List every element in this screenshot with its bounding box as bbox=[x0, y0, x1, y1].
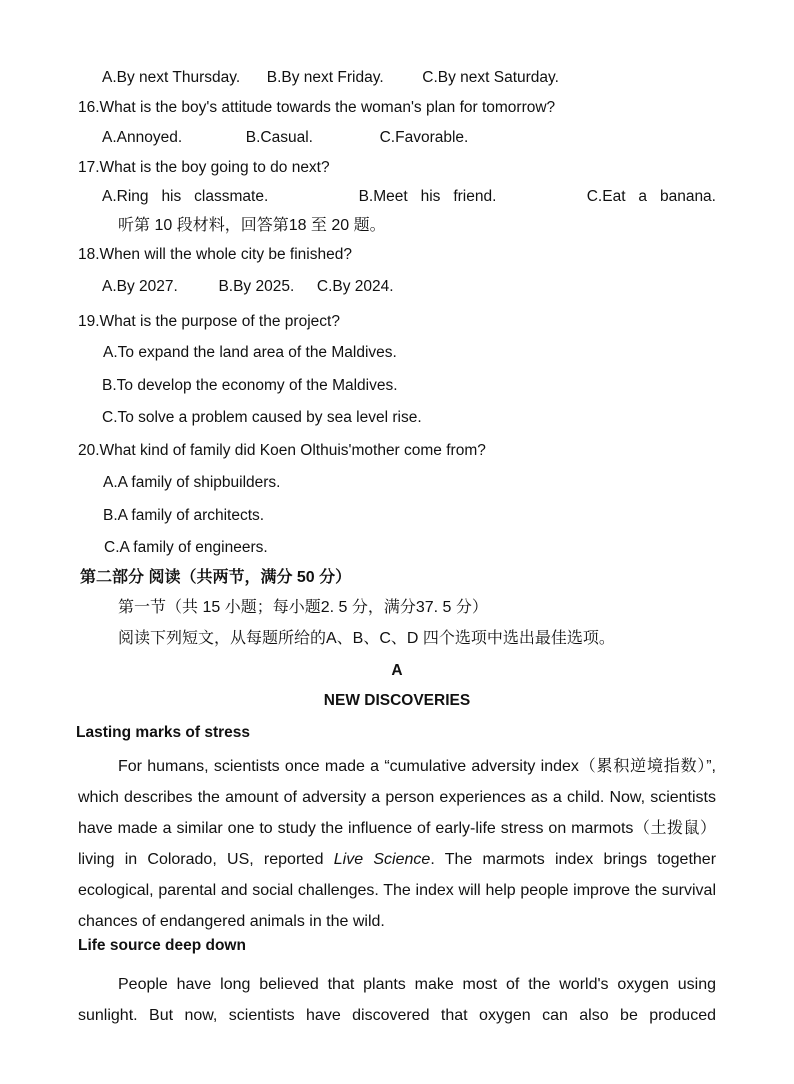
paragraph-stress-text-b: . The marmots index brings together ecological, parental and social challenges. The index will help people improve the survival chances of endangered animals in the wild. bbox=[78, 851, 717, 930]
q15-option-c: C.By next Saturday. bbox=[422, 69, 559, 86]
q17-options bbox=[102, 187, 716, 207]
passage-letter: A bbox=[391, 662, 403, 679]
paragraph-life-source-text: People have long believed that plants make most of the world's oxygen using sunlight. But now, scientists have discovered that oxygen can also be produced bbox=[78, 976, 716, 1024]
subheading-life-source: Life source deep down bbox=[78, 937, 246, 954]
listen-instruction-10: 听第 10 段材料，回答第18 至 20 题。 bbox=[118, 217, 386, 234]
q19-question: 19.What is the purpose of the project? bbox=[78, 313, 340, 330]
q20-option-c: C.A family of engineers. bbox=[104, 539, 268, 556]
q16-option-c: C.Favorable. bbox=[379, 129, 469, 146]
q15-option-a: A.By next Thursday. bbox=[102, 69, 241, 86]
paragraph-stress-text-a: For humans, scientists once made a “cumulative adversity index（累积逆境指数）”, which describes the amount of adversity a person experiences as a child. Now, scientists have made a similar one to study the influence of early-life stress on marmots（土拨鼠） living in Colorado, US, reported bbox=[78, 758, 716, 868]
q15-option-b: B.By next Friday. bbox=[266, 69, 384, 86]
q16-options bbox=[102, 128, 468, 148]
source-live-science: Live Science bbox=[333, 851, 431, 868]
q19-option-a: A.To expand the land area of the Maldives. bbox=[103, 344, 397, 361]
q18-option-b: B.By 2025. bbox=[218, 278, 295, 295]
q20-question: 20.What kind of family did Koen Olthuis'mother come from? bbox=[78, 442, 486, 459]
q17-option-c: C.Eat a banana. bbox=[586, 188, 716, 205]
q18-options bbox=[102, 277, 394, 297]
q18-option-c: C.By 2024. bbox=[316, 278, 394, 295]
q16-question: 16.What is the boy's attitude towards the woman's plan for tomorrow? bbox=[78, 99, 556, 116]
section1-heading: 第一节（共 15 小题；每小题2. 5 分，满分37. 5 分） bbox=[118, 599, 488, 616]
q20-option-a: A.A family of shipbuilders. bbox=[103, 474, 281, 491]
paragraph-life-source bbox=[78, 969, 716, 1062]
q20-option-b: B.A family of architects. bbox=[103, 507, 265, 524]
q19-option-b: B.To develop the economy of the Maldives. bbox=[102, 377, 398, 394]
q16-option-b: B.Casual. bbox=[245, 129, 313, 146]
subheading-stress: Lasting marks of stress bbox=[76, 724, 251, 741]
q15-options bbox=[102, 68, 559, 88]
reading-instruction: 阅读下列短文，从每题所给的A、B、C、D 四个选项中选出最佳选项。 bbox=[118, 630, 615, 647]
q19-option-c: C.To solve a problem caused by sea level rise. bbox=[102, 409, 422, 426]
q18-question: 18.When will the whole city be finished? bbox=[78, 246, 352, 263]
part2-heading: 第二部分 阅读（共两节，满分 50 分） bbox=[80, 569, 352, 586]
q17-option-a: A.Ring his classmate. bbox=[102, 188, 269, 205]
q18-option-a: A.By 2027. bbox=[102, 278, 178, 295]
paragraph-stress bbox=[78, 751, 716, 937]
q17-option-b: B.Meet his friend. bbox=[358, 188, 497, 205]
q17-question: 17.What is the boy going to do next? bbox=[78, 159, 330, 176]
passage-title: NEW DISCOVERIES bbox=[323, 692, 471, 709]
q16-option-a: A.Annoyed. bbox=[102, 129, 183, 146]
